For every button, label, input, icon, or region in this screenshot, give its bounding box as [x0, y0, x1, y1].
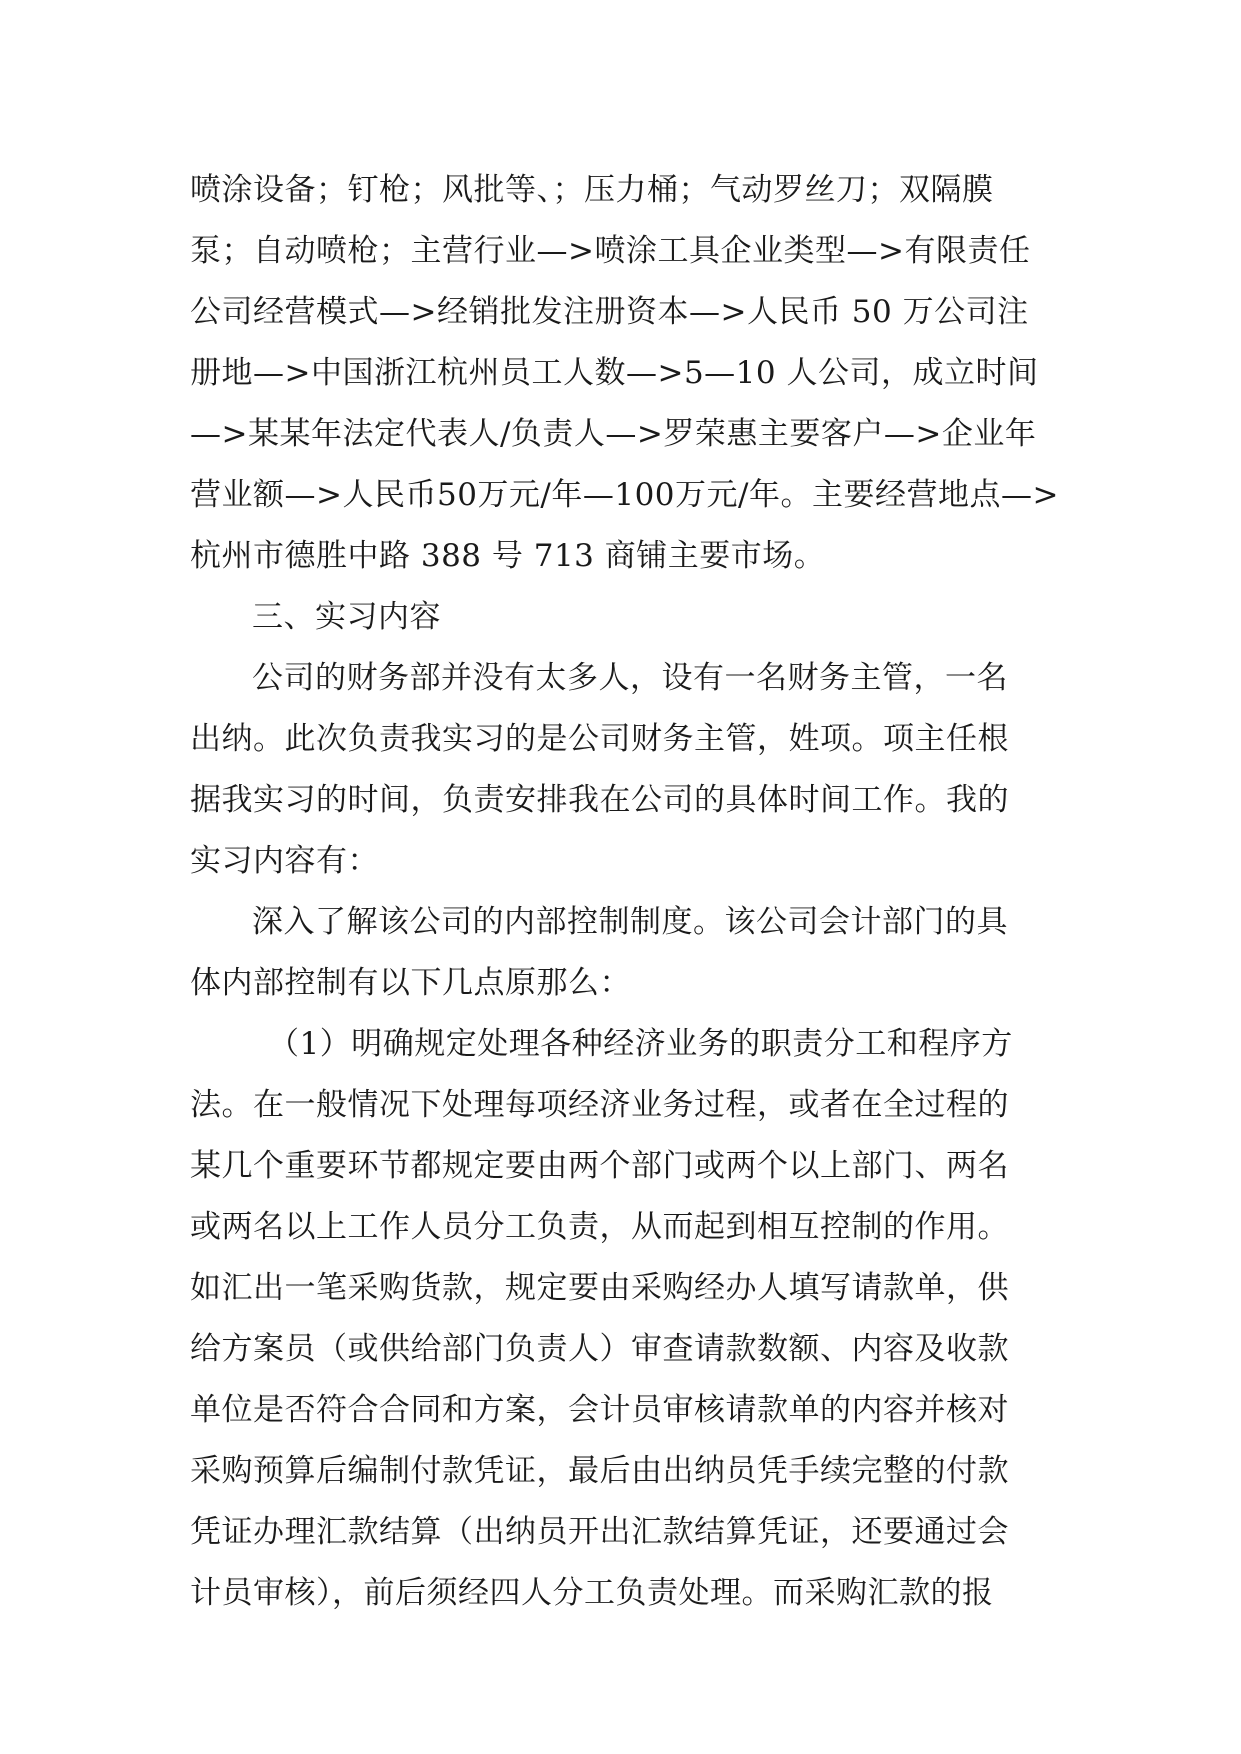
text-line: 凭证办理汇款结算（出纳员开出汇款结算凭证，还要通过会	[190, 1514, 1009, 1550]
text-line: 采购预算后编制付款凭证，最后由出纳员凭手续完整的付款	[190, 1453, 1009, 1489]
text-line: 出纳。此次负责我实习的是公司财务主管，姓项。项主任根	[190, 721, 1009, 757]
section-heading-text: 三、实习内容	[252, 599, 441, 635]
text-line: 公司的财务部并没有太多人，设有一名财务主管，一名	[252, 660, 1008, 696]
text-line: 喷涂设备；钉枪；风批等、；压力桶；气动罗丝刀；双隔膜	[190, 172, 994, 208]
text-line: 深入了解该公司的内部控制制度。该公司会计部门的具	[252, 904, 1008, 940]
text-line: 如汇出一笔采购货款，规定要由采购经办人填写请款单，供	[190, 1270, 1009, 1306]
text-line: 计员审核），前后须经四人分工负责处理。而采购汇款的报	[190, 1575, 994, 1611]
paragraph-finance-dept	[190, 648, 1052, 892]
text-line: 实习内容有：	[190, 843, 379, 879]
paragraph-internal-control	[190, 892, 1052, 1014]
section-heading	[190, 587, 1052, 648]
text-line: 册地—>中国浙江杭州员工人数—>5—10 人公司，成立时间	[190, 355, 1039, 391]
document-body	[190, 160, 1059, 1624]
text-line: 法。在一般情况下处理每项经济业务过程，或者在全过程的	[190, 1087, 1009, 1123]
text-line: 体内部控制有以下几点原那么：	[190, 965, 631, 1001]
text-line: 泵；自动喷枪；主营行业—>喷涂工具企业类型—>有限责任	[190, 233, 1031, 269]
text-line: 杭州市德胜中路 388 号 713 商铺主要市场。	[190, 538, 826, 574]
text-line: 给方案员（或供给部门负责人）审查请款数额、内容及收款	[190, 1331, 1009, 1367]
paragraph-company-intro	[190, 160, 1059, 587]
text-line: 单位是否符合合同和方案，会计员审核请款单的内容并核对	[190, 1392, 1009, 1428]
text-line: 据我实习的时间，负责安排我在公司的具体时间工作。我的	[190, 782, 1009, 818]
text-line: 某几个重要环节都规定要由两个部门或两个以上部门、两名	[190, 1148, 1009, 1184]
text-line: （1）明确规定处理各种经济业务的职责分工和程序方	[268, 1026, 1013, 1062]
text-line: —>某某年法定代表人/负责人—>罗荣惠主要客户—>企业年	[190, 416, 1037, 452]
text-line: 或两名以上工作人员分工负责，从而起到相互控制的作用。	[190, 1209, 1009, 1245]
paragraph-point-1	[190, 1014, 1052, 1624]
text-line: 公司经营模式—>经销批发注册资本—>人民币 50 万公司注	[190, 294, 1029, 330]
text-line: 营业额—>人民币50万元/年—100万元/年。主要经营地点—>	[190, 477, 1059, 513]
